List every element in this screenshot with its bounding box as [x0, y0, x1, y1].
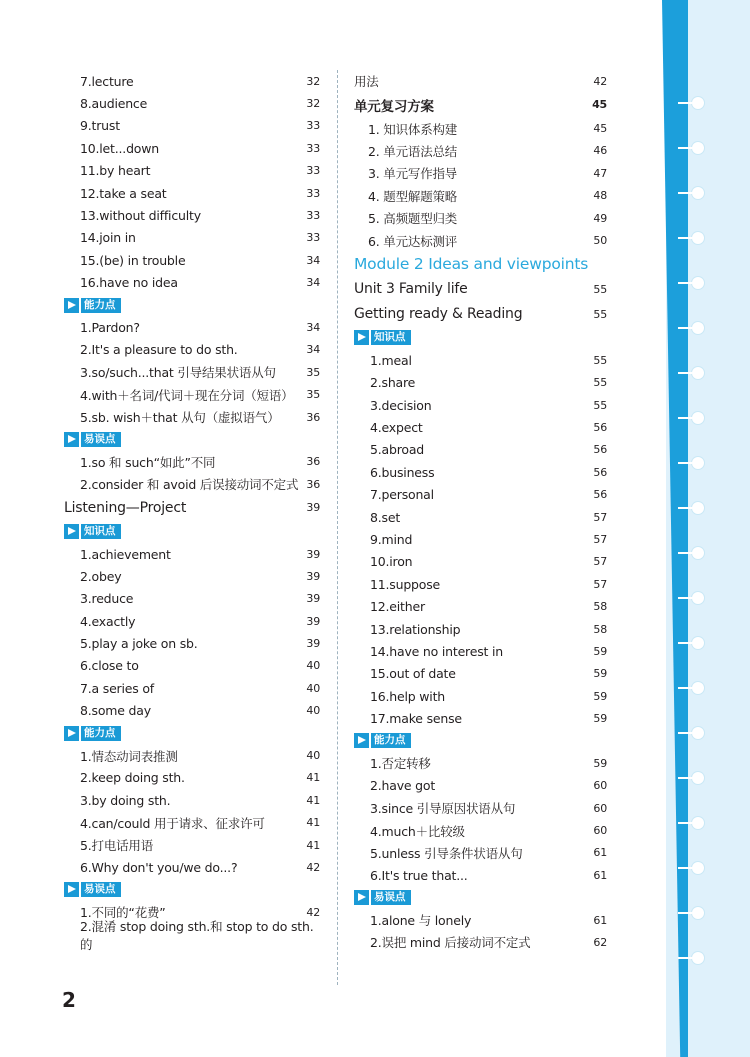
toc-entry[interactable]: [64, 700, 320, 722]
toc-entry-page: 57: [593, 555, 607, 569]
play-triangle-icon: [354, 733, 369, 748]
section-tag-label: 能力点: [81, 726, 121, 741]
binder-ring: [692, 952, 704, 964]
toc-entry[interactable]: [64, 406, 320, 428]
toc-entry-page: 33: [306, 186, 320, 200]
binder-ring: [692, 187, 704, 199]
play-triangle-icon: [64, 882, 79, 897]
toc-entry-page: 62: [593, 935, 607, 949]
toc-entry-title: 13.relationship: [370, 621, 461, 637]
toc-entry-title: 1.alone 与 lonely: [370, 913, 472, 929]
toc-entry-title: Module 2 Ideas and viewpoints: [354, 255, 589, 274]
toc-left-column: [64, 70, 320, 952]
toc-entry-page: 34: [306, 276, 320, 290]
binder-ring: [692, 907, 704, 919]
toc-entry[interactable]: [64, 137, 320, 159]
toc-entry-title: 4.with＋名词/代词＋现在分词（短语）: [80, 387, 294, 403]
play-triangle-icon: [64, 432, 79, 447]
toc-entry-page: 45: [592, 98, 607, 112]
toc-entry-page: 33: [306, 231, 320, 245]
toc-tag-row: [354, 327, 607, 349]
toc-entry-page: 56: [593, 488, 607, 502]
toc-entry-page: 41: [306, 771, 320, 785]
toc-entry[interactable]: [354, 797, 607, 819]
toc-entry[interactable]: [64, 115, 320, 137]
binder-ring: [692, 142, 704, 154]
binder-ring: [692, 412, 704, 424]
toc-entry-page: 48: [593, 189, 607, 203]
toc-entry-title: 5.play a joke on sb.: [80, 636, 198, 652]
binder-ring: [692, 322, 704, 334]
toc-entry-title: 4.expect: [370, 419, 423, 435]
toc-entry-title: 5.sb. wish＋that 从句（虚拟语气）: [80, 410, 280, 426]
toc-tag-row: [64, 294, 320, 316]
toc-entry-page: 39: [306, 569, 320, 583]
toc-entry-page: 33: [306, 164, 320, 178]
toc-entry-title: 14.join in: [80, 230, 136, 246]
toc-entry-page: 39: [306, 614, 320, 628]
toc-entry[interactable]: [354, 117, 607, 139]
toc-entry-title: 10.iron: [370, 554, 413, 570]
toc-entry-title: 16.have no idea: [80, 275, 178, 291]
binder-ring: [692, 817, 704, 829]
toc-tag-row: [64, 428, 320, 450]
toc-entry[interactable]: [354, 483, 607, 505]
toc-entry[interactable]: [354, 707, 607, 729]
toc-entry[interactable]: [64, 182, 320, 204]
toc-entry[interactable]: [64, 610, 320, 632]
toc-entry-page: 34: [306, 343, 320, 357]
toc-entry-page: 55: [593, 353, 607, 367]
toc-entry-title: 1.achievement: [80, 546, 171, 562]
toc-entry[interactable]: [354, 185, 607, 207]
toc-entry[interactable]: [354, 573, 607, 595]
toc-entry-page: 61: [593, 846, 607, 860]
toc-tag-row: [64, 722, 320, 744]
section-tag: [354, 733, 411, 748]
toc-entry[interactable]: [354, 551, 607, 573]
toc-entry-title: 5.abroad: [370, 442, 425, 458]
toc-entry-title: 8.audience: [80, 96, 148, 112]
toc-entry-page: 59: [593, 644, 607, 658]
toc-entry-page: 61: [593, 913, 607, 927]
toc-entry-page: 58: [593, 600, 607, 614]
binder-ring: [692, 232, 704, 244]
section-tag: [64, 432, 121, 447]
toc-entry[interactable]: [64, 767, 320, 789]
toc-entry-title: 2.have got: [370, 778, 436, 794]
toc-entry-page: 57: [593, 577, 607, 591]
toc-entry-title: 6.business: [370, 464, 435, 480]
toc-entry-title: 4. 题型解题策略: [368, 188, 458, 204]
binder-ring: [692, 502, 704, 514]
toc-entry-page: 40: [306, 659, 320, 673]
binder-ring: [692, 367, 704, 379]
toc-entry-page: 56: [593, 465, 607, 479]
toc-entry[interactable]: [354, 595, 607, 617]
binder-ring: [692, 277, 704, 289]
toc-entry[interactable]: [354, 752, 607, 774]
toc-entry[interactable]: [64, 160, 320, 182]
toc-section-heading[interactable]: [354, 92, 607, 117]
toc-section-heading[interactable]: [354, 277, 607, 302]
toc-entry[interactable]: [64, 227, 320, 249]
toc-entry[interactable]: [64, 92, 320, 114]
toc-entry-title: 5.unless 引导条件状语从句: [370, 845, 523, 861]
module-heading[interactable]: [354, 252, 607, 277]
toc-entry-page: 41: [306, 838, 320, 852]
toc-entry-title: 17.make sense: [370, 711, 462, 727]
toc-entry-page: 40: [306, 749, 320, 763]
play-triangle-icon: [354, 330, 369, 345]
toc-entry-page: 32: [306, 74, 320, 88]
toc-entry[interactable]: [64, 918, 320, 952]
play-triangle-icon: [64, 298, 79, 313]
toc-entry[interactable]: [64, 316, 320, 338]
toc-entry[interactable]: [354, 372, 607, 394]
play-triangle-icon: [64, 524, 79, 539]
toc-entry-title: 4.exactly: [80, 613, 136, 629]
play-triangle-icon: [354, 890, 369, 905]
toc-entry-page: 60: [593, 801, 607, 815]
toc-entry-title: 1. 知识体系构建: [368, 121, 458, 137]
toc-entry-page: 39: [306, 547, 320, 561]
toc-entry-title: 1.so 和 such“如此”不同: [80, 454, 216, 470]
toc-entry-title: Listening—Project: [64, 499, 187, 516]
toc-entry[interactable]: [64, 744, 320, 766]
toc-entry[interactable]: [354, 528, 607, 550]
toc-entry[interactable]: [354, 819, 607, 841]
toc-entry[interactable]: [64, 789, 320, 811]
toc-entry-page: 55: [593, 282, 607, 296]
toc-entry-page: 50: [593, 234, 607, 248]
toc-entry[interactable]: [64, 451, 320, 473]
toc-entry-title: 2.share: [370, 375, 416, 391]
binder-ring: [692, 547, 704, 559]
toc-entry-title: 6. 单元达标测评: [368, 233, 458, 249]
toc-entry-page: 36: [306, 477, 320, 491]
toc-entry[interactable]: [354, 349, 607, 371]
toc-entry[interactable]: [354, 685, 607, 707]
toc-entry-title: 15.out of date: [370, 666, 456, 682]
binder-ring: [692, 727, 704, 739]
toc-entry-title: 2.consider 和 avoid 后误接动词不定式: [80, 477, 299, 493]
toc-entry-page: 32: [306, 97, 320, 111]
toc-entry-title: 1.不同的“花费”: [80, 905, 166, 921]
toc-entry-title: 7.a series of: [80, 680, 154, 696]
toc-entry-title: 3.reduce: [80, 591, 134, 607]
toc-entry-page: 33: [306, 209, 320, 223]
section-tag-label: 知识点: [371, 330, 411, 345]
toc-entry-title: 8.set: [370, 509, 401, 525]
section-tag-label: 易误点: [81, 432, 121, 447]
toc-entry-title: 2.误把 mind 后接动词不定式: [370, 935, 531, 951]
toc-entry-page: 42: [593, 74, 607, 88]
toc-entry-page: 33: [306, 141, 320, 155]
toc-entry-page: 40: [306, 681, 320, 695]
toc-entry-title: 3.so/such...that 引导结果状语从句: [80, 365, 276, 381]
toc-entry-title: 6.It's true that...: [370, 867, 468, 883]
toc-entry[interactable]: [354, 864, 607, 886]
section-tag: [354, 330, 411, 345]
toc-entry-page: 56: [593, 420, 607, 434]
toc-entry-title: 10.let...down: [80, 140, 159, 156]
toc-entry[interactable]: [354, 842, 607, 864]
binder-ring: [692, 97, 704, 109]
toc-entry-title: 8.some day: [80, 703, 151, 719]
section-tag: [64, 726, 121, 741]
toc-entry[interactable]: [354, 909, 607, 931]
toc-entry-title: 7.personal: [370, 487, 434, 503]
toc-entry-page: 40: [306, 704, 320, 718]
toc-entry-page: 49: [593, 211, 607, 225]
toc-entry-page: 34: [306, 320, 320, 334]
toc-entry-title: 9.trust: [80, 118, 120, 134]
toc-entry-page: 34: [306, 253, 320, 267]
toc-entry-title: 6.Why don't you/we do...?: [80, 859, 238, 875]
toc-tag-row: [354, 730, 607, 752]
toc-entry-title: 用法: [354, 74, 379, 90]
toc-tag-row: [64, 520, 320, 542]
toc-entry[interactable]: [354, 229, 607, 251]
toc-entry-page: 55: [593, 398, 607, 412]
toc-entry[interactable]: [64, 339, 320, 361]
toc-entry-title: 15.(be) in trouble: [80, 252, 186, 268]
toc-entry-page: 41: [306, 793, 320, 807]
toc-entry-title: 1.否定转移: [370, 756, 431, 772]
toc-entry[interactable]: [354, 162, 607, 184]
toc-entry-title: 11.suppose: [370, 576, 441, 592]
toc-entry-title: 9.mind: [370, 531, 413, 547]
toc-entry[interactable]: [64, 565, 320, 587]
page-number: 2: [62, 988, 76, 1012]
toc-entry-page: 35: [306, 388, 320, 402]
toc-entry-page: 60: [593, 779, 607, 793]
toc-entry-page: 39: [306, 637, 320, 651]
toc-entry-title: 2. 单元语法总结: [368, 143, 458, 159]
toc-entry-page: 47: [593, 166, 607, 180]
toc-entry-page: 33: [306, 119, 320, 133]
toc-entry-page: 56: [593, 443, 607, 457]
toc-entry[interactable]: [64, 588, 320, 610]
toc-entry[interactable]: [354, 775, 607, 797]
column-divider: [337, 70, 338, 985]
toc-entry[interactable]: [354, 394, 607, 416]
toc-entry-page: 59: [593, 756, 607, 770]
toc-entry[interactable]: [64, 204, 320, 226]
toc-entry-title: 2.keep doing sth.: [80, 770, 185, 786]
toc-entry-page: 58: [593, 622, 607, 636]
toc-entry[interactable]: [354, 618, 607, 640]
toc-entry-title: 2.混淆 stop doing sth.和 stop to do sth.的: [80, 918, 314, 952]
toc-entry-title: 4.much＋比较级: [370, 823, 465, 839]
toc-tag-row: [64, 879, 320, 901]
toc-entry[interactable]: [64, 677, 320, 699]
toc-entry-page: 35: [306, 365, 320, 379]
toc-entry[interactable]: [64, 383, 320, 405]
toc-entry-title: 12.either: [370, 599, 425, 615]
toc-entry-page: 60: [593, 824, 607, 838]
toc-entry[interactable]: [64, 473, 320, 495]
toc-entry-page: 57: [593, 532, 607, 546]
toc-entry-title: 16.help with: [370, 688, 445, 704]
binder-ring: [692, 592, 704, 604]
toc-entry[interactable]: [354, 140, 607, 162]
section-tag-label: 知识点: [81, 524, 121, 539]
section-tag: [64, 524, 121, 539]
toc-entry-title: 7.lecture: [80, 73, 134, 89]
toc-entry[interactable]: [64, 272, 320, 294]
toc-entry[interactable]: [64, 632, 320, 654]
toc-entry-title: 5.打电话用语: [80, 838, 154, 854]
toc-entry-page: 55: [593, 376, 607, 390]
toc-entry[interactable]: [354, 931, 607, 953]
toc-tag-row: [354, 887, 607, 909]
section-tag-label: 易误点: [81, 882, 121, 897]
toc-entry-title: 13.without difficulty: [80, 208, 201, 224]
toc-entry-title: Unit 3 Family life: [354, 281, 468, 298]
toc-entry-page: 59: [593, 712, 607, 726]
toc-right-column: [354, 70, 607, 954]
toc-entry[interactable]: [64, 856, 320, 878]
toc-entry[interactable]: [64, 812, 320, 834]
toc-entry[interactable]: [64, 834, 320, 856]
toc-entry-title: 3.since 引导原因状语从句: [370, 801, 516, 817]
toc-entry-page: 41: [306, 816, 320, 830]
toc-entry-page: 55: [593, 307, 607, 321]
toc-entry-title: 1.meal: [370, 352, 412, 368]
toc-entry-page: 42: [306, 905, 320, 919]
toc-entry[interactable]: [354, 663, 607, 685]
toc-entry-title: 14.have no interest in: [370, 643, 503, 659]
toc-entry[interactable]: [354, 461, 607, 483]
toc-entry-title: 12.take a seat: [80, 185, 167, 201]
section-tag-label: 能力点: [371, 733, 411, 748]
toc-entry[interactable]: [64, 655, 320, 677]
toc-entry-title: 2.It's a pleasure to do sth.: [80, 342, 238, 358]
section-tag: [64, 882, 121, 897]
toc-entry[interactable]: [64, 361, 320, 383]
toc-entry-title: 1.情态动词表推测: [80, 748, 178, 764]
toc-entry-title: 11.by heart: [80, 163, 151, 179]
play-triangle-icon: [64, 726, 79, 741]
toc-entry-page: 59: [593, 689, 607, 703]
toc-entry-page: 39: [306, 501, 320, 515]
toc-entry-page: 42: [306, 860, 320, 874]
toc-entry[interactable]: [354, 439, 607, 461]
section-tag-label: 能力点: [81, 298, 121, 313]
toc-entry-page: 57: [593, 510, 607, 524]
toc-entry[interactable]: [64, 249, 320, 271]
toc-entry[interactable]: [64, 543, 320, 565]
toc-entry-title: 3.decision: [370, 397, 432, 413]
toc-entry-title: Getting ready & Reading: [354, 306, 523, 323]
toc-entry-title: 单元复习方案: [354, 98, 434, 115]
toc-entry-page: 46: [593, 144, 607, 158]
toc-entry-page: 45: [593, 122, 607, 136]
toc-entry-title: 4.can/could 用于请求、征求许可: [80, 815, 265, 831]
toc-entry-page: 59: [593, 667, 607, 681]
toc-entry-title: 5. 高频题型归类: [368, 211, 458, 227]
toc-entry[interactable]: [64, 70, 320, 92]
toc-entry-title: 2.obey: [80, 568, 122, 584]
toc-entry-title: 3. 单元写作指导: [368, 166, 458, 182]
toc-entry-title: 3.by doing sth.: [80, 792, 171, 808]
binder-ring: [692, 637, 704, 649]
binder-ring: [692, 862, 704, 874]
toc-entry-page: 36: [306, 410, 320, 424]
section-tag: [354, 890, 411, 905]
toc-entry[interactable]: [354, 207, 607, 229]
toc-entry[interactable]: [354, 640, 607, 662]
toc-entry-title: 1.Pardon?: [80, 319, 140, 335]
toc-entry[interactable]: [354, 70, 607, 92]
section-tag-label: 易误点: [371, 890, 411, 905]
toc-section-heading[interactable]: [354, 302, 607, 327]
toc-section-heading[interactable]: [64, 495, 320, 520]
toc-entry-title: 6.close to: [80, 658, 139, 674]
toc-entry-page: 39: [306, 592, 320, 606]
toc-entry[interactable]: [354, 416, 607, 438]
toc-entry-page: 61: [593, 868, 607, 882]
toc-entry-page: 36: [306, 455, 320, 469]
section-tag: [64, 298, 121, 313]
toc-entry[interactable]: [354, 506, 607, 528]
binder-ring: [692, 682, 704, 694]
binder-ring: [692, 457, 704, 469]
binder-ring: [692, 772, 704, 784]
